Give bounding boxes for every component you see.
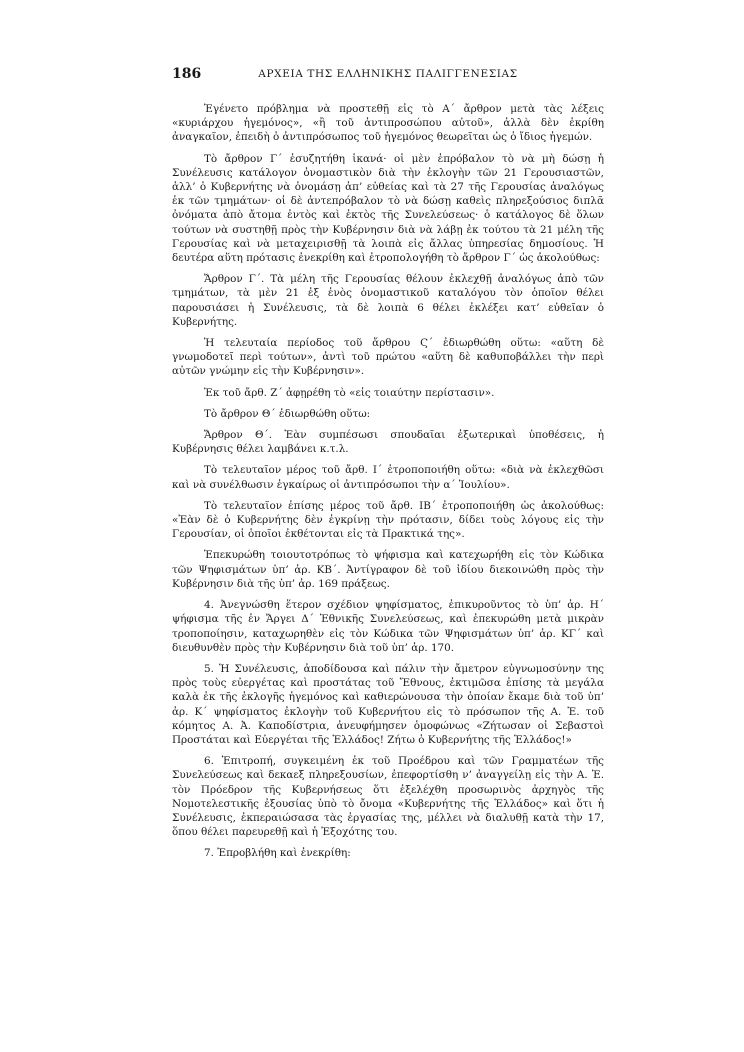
paragraph: Ἐκ τοῦ ἄρθ. Ζ΄ ἀφῃρέθη τὸ «εἰς τοιαύτην περίστασιν». [204,386,495,399]
page [172,66,604,868]
paragraph: Τὸ τελευταῖον ἐπίσης μέρος τοῦ ἄρθ. ΙΒ΄ ἐτροποποιήθη ὡς ἀκολούθως: «Ἐὰν δὲ ὁ Κυβερνήτης δὲν ἐγκρίνῃ τὴν πρότασιν, δίδει τοὺς λόγους εἰς τὴν Γερουσίαν, οἱ ὁποῖοι ἐκθέτονται εἰς τὰ Πρακτικά της». [172,499,604,541]
page-number: 186 [172,66,202,82]
page-header [172,66,604,88]
paragraph: Ἐπεκυρώθη τοιουτοτρόπως τὸ ψήφισμα καὶ κατεχωρήθη εἰς τὸν Κώδικα τῶν Ψηφισμάτων ὑπ’ ἀρ. ΚΒ΄. Ἀντίγραφον δὲ τοῦ ἰδίου διεκοινώθη πρὸς τὴν Κυβέρνησιν διὰ τῆς ὑπ’ ἀρ. 169 πράξεως. [172,549,604,590]
paragraph: Τὸ τελευταῖον μέρος τοῦ ἄρθ. Ι΄ ἐτροποποιήθη οὕτω: «διὰ νὰ ἐκλεχθῶσι καὶ νὰ συνέλθωσιν ἐγκαίρως οἱ ἀντιπρόσωποι τὴν α΄ Ἰουλίου». [172,464,604,491]
paragraph: Τὸ ἄρθρον Θ΄ ἐδιωρθώθη οὕτω: [204,407,371,420]
paragraph: Ἄρθρον Γ΄. Τὰ μέλη τῆς Γερουσίας θέλουν ἐκλεχθῇ ἀναλόγως ἀπὸ τῶν τμημάτων, τὰ μὲν 21 ἐξ ἑνὸς ὀνομαστικοῦ καταλόγου τὸν ὁποῖον θέλει παρουσιάσει ἡ Συνέλευσις, τὰ δὲ λοιπὰ 6 θέλει ἐκλέξει κατ’ εὐθεῖαν ὁ Κυβερνήτης. [172,273,604,328]
paragraph: Τὸ ἄρθρον Γ΄ ἐσυζητήθη ἱκανά· οἱ μὲν ἐπρόβαλον τὸ νὰ μὴ δώσῃ ἡ Συνέλευσις κατάλογον ὀνομαστικὸν διὰ τὴν ἐκλογὴν τῶν 21 Γερουσιαστῶν, ἀλλ’ ὁ Κυβερνήτης νὰ ὀνομάσῃ ἀπ’ εὐθείας καὶ τὰ 27 τῆς Γερουσίας ἀναλόγως ἐκ τῶν τμημάτων· οἱ δὲ ἀντεπρόβαλον τὸ νὰ δώσῃ καθεὶς πληρεξούσιος διπλᾶ ὀνόματα ἀπὸ ἄτομα ἐντὸς καὶ ἐκτὸς τῆς Συνελεύσεως· ὁ κατάλογος δὲ ὅλων τούτων νὰ συστηθῇ πρὸς τὴν Κυβέρνησιν διὰ νὰ λάβῃ ἐκ τούτου τὰ 21 μέλη τῆς Γερουσίας καὶ νὰ μεταχειρισθῇ τὰ λοιπὰ εἰς ἄλλας ὑπηρεσίας δημοσίους. Ἡ δευτέρα αὕτη πρότασις ἐνεκρίθη καὶ ἐτροπολογήθη τὸ ἄρθρον Γ΄ ὡς ἀκολούθως: [172,152,604,265]
paragraph: Ἄρθρον Θ΄. Ἐὰν συμπέσωσι σπουδαῖαι ἐξωτερικαὶ ὑποθέσεις, ἡ Κυβέρνησις θέλει λαμβάνει κ.τ.λ. [172,429,604,456]
paragraph: Ἡ τελευταία περίοδος τοῦ ἄρθρου Ϛ΄ ἐδιωρθώθη οὕτω: «αὕτη δὲ γνωμοδοτεῖ περὶ τούτων», ἀντὶ τοῦ πρώτου «αὕτη δὲ καθυποβάλλει τὴν περὶ αὐτῶν γνώμην εἰς τὴν Κυβέρνησιν». [172,337,604,378]
paragraph: 6. Ἐπιτροπή, συγκειμένη ἐκ τοῦ Προέδρου καὶ τῶν Γραμματέων τῆς Συνελεύσεως καὶ δεκαεξ πληρεξουσίων, ἐπεφορτίσθη ν’ ἀναγγείλῃ εἰς τὴν Α. Ἐ. τὸν Πρόεδρον τῆς Κυβερνήσεως ὅτι ἐξελέχθη προσωρινὸς ἀρχηγὸς τῆς Νομοτελεστικῆς ἐξουσίας ὑπὸ τὸ ὄνομα «Κυβερνήτης τῆς Ἑλλάδος» καὶ ὅτι ἡ Συνέλευσις, ἐκπεραιώσασα τὰς ἐργασίας της, μέλλει νὰ διαλυθῇ κατὰ τὴν 17, ὅπου θέλει παρευρεθῇ καὶ ἡ Ἐξοχότης του. [172,755,604,839]
paragraph: 5. Ἡ Συνέλευσις, ἀποδίδουσα καὶ πάλιν τὴν ἄμετρον εὐγνωμοσύνην της πρὸς τοὺς εὐεργέτας καὶ προστάτας τοῦ Ἔθνους, ἐκτιμῶσα ἐπίσης τὰ μεγάλα καλὰ ἐκ τῆς ἐκλογῆς ἡγεμόνος καὶ καθιερώνουσα τὴν ὁποίαν ἔκαμε διὰ τοῦ ὑπ’ ἀρ. Κ΄ ψηφίσματος ἐκλογὴν τοῦ Κυβερνήτου εἰς τὸ πρόσωπον τῆς Α. Ἐ. τοῦ κόμητος Α. Ἀ. Καποδίστρια, ἀνευφήμησεν ὁμοφώνως «Ζήτωσαν οἱ Σεβαστοὶ Προστάται καὶ Εὐεργέται τῆς Ἑλλάδος! Ζήτω ὁ Κυβερνήτης τῆς Ἑλλάδος!» [172,662,604,746]
paragraph: 7. Ἐπροβλήθη καὶ ἐνεκρίθη: [204,847,351,860]
page-body [172,102,604,861]
paragraph: 4. Ἀνεγνώσθη ἕτερον σχέδιον ψηφίσματος, ἐπικυροῦντος τὸ ὑπ’ ἀρ. Η΄ ψήφισμα τῆς ἐν Ἄργει Δ΄ Ἐθνικῆς Συνελεύσεως, καὶ ἐπεκυρώθη μετὰ μικρὰν τροποποίησιν, καταχωρηθὲν εἰς τὸν Κώδικα τῶν Ψηφισμάτων ὑπ’ ἀρ. ΚΓ΄ καὶ διευθυνθὲν πρὸς τὴν Κυβέρνησιν διὰ τοῦ ὑπ’ ἀρ. 170. [172,599,604,654]
running-title: ΑΡΧΕΙΑ ΤΗΣ ΕΛΛΗΝΙΚΗΣ ΠΑΛΙΓΓΕΝΕΣΙΑΣ [258,68,518,80]
paragraph: Ἐγένετο πρόβλημα νὰ προστεθῇ εἰς τὸ Α΄ ἄρθρον μετὰ τὰς λέξεις «κυριάρχου ἡγεμόνος», «ἢ τοῦ ἀντιπροσώπου αὐτοῦ», ἀλλὰ δὲν ἐκρίθη ἀναγκαῖον, ἐπειδὴ ὁ ἀντιπρόσωπος τοῦ ἡγεμόνος θεωρεῖται ὡς ὁ ἴδιος ἡγεμών. [172,103,604,144]
